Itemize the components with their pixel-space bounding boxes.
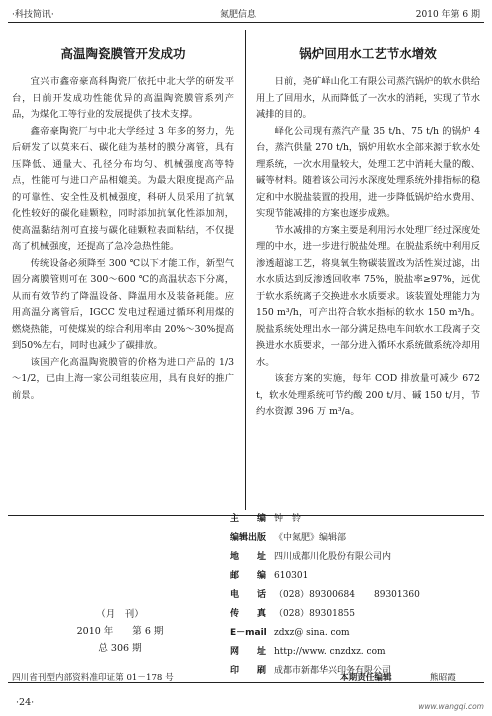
website-link[interactable]: http://www. cnzdxz. com bbox=[274, 647, 386, 657]
email-link[interactable]: zdxz@ sina. com bbox=[274, 628, 350, 638]
issue-frequency: （月 刊） bbox=[96, 609, 144, 620]
masthead-value: （028）89300684 bbox=[274, 590, 355, 600]
watermark: www.wangqi.com bbox=[418, 702, 484, 711]
page-number: ·24· bbox=[16, 697, 35, 708]
registration-number: 四川省刊型内部资料准印证第 01－178 号 bbox=[12, 673, 174, 683]
right-article-title: 锅炉回用水工艺节水增效 bbox=[299, 46, 437, 61]
masthead-extra: 89301360 bbox=[374, 590, 420, 600]
header-rule bbox=[8, 22, 484, 23]
masthead-label: 地 址 bbox=[230, 552, 267, 562]
masthead-value: 610301 bbox=[274, 571, 309, 581]
masthead-value: 《中氮肥》编辑部 bbox=[274, 533, 347, 543]
section-label: ·科技简讯· bbox=[12, 10, 54, 20]
masthead-label: E－mail bbox=[230, 628, 267, 638]
masthead-row bbox=[230, 624, 486, 643]
masthead-label: 编辑出版 bbox=[230, 533, 267, 543]
masthead-value: 成都市新都华兴印务有限公司 bbox=[274, 666, 392, 676]
left-paragraph: 鑫帝豪陶瓷厂与中北大学经过 3 年多的努力，先后研发了以莫来石、碳化硅为基材的膜分离管，具有压降低、通量大、孔径分布均匀、机械强度高等特点，性能可与进口产品相媲美。为最大限度提高产品的可靠性、安全性及机械强度，科研人员采用了抗氧化性较好的碳化硅颗粒，同时添加抗氧化性添加剂，使高温黏结剂可直接与碳化硅颗粒表面粘结，不仅提高了机械强度，还提高了急冷急热性能。 bbox=[12, 125, 234, 252]
masthead-value: （028）89301855 bbox=[274, 609, 355, 619]
masthead-label: 传 真 bbox=[230, 609, 267, 619]
editor-name: 熊昭霞 bbox=[430, 673, 456, 683]
left-paragraph: 传统设备必须降至 300 ℃以下才能工作，新型气固分离膜管则可在 300～600 ℃的高温状态下分离，从而有效节约了降温设备、降温用水及装备耗能。应用高温分离管后，IGCC 发电过程通过循环利用煤的燃烧热能，可使煤炭的综合利用率由 20%～30%提高到50%左右，同时也减少了碳排放。 bbox=[12, 257, 234, 351]
masthead-label: 网 址 bbox=[230, 647, 267, 657]
right-paragraph: 节水减排的方案主要是利用污水处理厂经过深度处理的中水，进一步进行脱盐处理。在脱盐系统中利用反渗透超滤工艺，将臭氧生物碳装置改为活性炭过滤，出水水质达到反渗透回收率 75%，脱盐率≥97%，远优于软水系统离子交换进水水质要求。该装置处理能力为 150 m³/h，可产出符合软水指标的软水 150 m³/h。脱盐系统处理出水一部分满足热电车间软水工段离子交换进水水质要求，一部分进入循环水系统做系统冷却用水。 bbox=[256, 224, 480, 368]
masthead-row bbox=[230, 510, 486, 529]
masthead-value: 钟 铃 bbox=[274, 514, 302, 524]
masthead-row bbox=[230, 605, 486, 624]
masthead-row bbox=[230, 643, 486, 662]
issue-number: 2010 年第 6 期 bbox=[415, 10, 480, 20]
left-paragraph: 该国产化高温陶瓷膜管的价格为进口产品的 1/3～1/2，已由上海一家公司组装应用，具有良好的推广前景。 bbox=[12, 356, 234, 401]
masthead-row bbox=[230, 548, 486, 567]
issue-box bbox=[20, 606, 220, 657]
masthead-row bbox=[230, 586, 486, 605]
left-article-body bbox=[12, 74, 234, 404]
left-article-title: 高温陶瓷膜管开发成功 bbox=[60, 46, 186, 61]
column-divider bbox=[245, 30, 246, 510]
masthead-label: 主 编 bbox=[230, 514, 267, 524]
right-paragraph: 峄化公司现有蒸汽产量 35 t/h、75 t/h 的锅炉 4 台，蒸汽供量 270 t/h，锅炉用软水全部来源于软水处理系统，一次水用量较大，处理工艺中消耗大量的酸、碱等材料。随着该公司污水深度处理系统外排指标的稳定和中水脱盐装置的投用，进一步降低锅炉给水费用、实现节能减排的方案也逐步成熟。 bbox=[256, 125, 480, 219]
masthead-label: 电 话 bbox=[230, 590, 267, 600]
journal-name: 氮肥信息 bbox=[220, 10, 257, 20]
masthead-row bbox=[230, 529, 486, 548]
issue-total-number: 总 306 期 bbox=[98, 643, 142, 654]
right-paragraph: 日前，尧矿峄山化工有限公司蒸汽锅炉的软水供给用上了回用水，从而降低了一次水的消耗，实现了节水减排的目的。 bbox=[256, 76, 480, 120]
masthead-row bbox=[230, 567, 486, 586]
masthead-value: 四川成都川化股份有限公司内 bbox=[274, 552, 392, 562]
issue-year-number: 2010 年 第 6 期 bbox=[76, 626, 164, 637]
right-paragraph: 该套方案的实施，每年 COD 排放量可减少 672 t，软水处理系统可节约酸 200 t/月、碱 150 t/月，节约水资源 396 万 m³/a。 bbox=[256, 373, 480, 417]
masthead-label: 邮 编 bbox=[230, 571, 267, 581]
right-article-body bbox=[256, 74, 480, 421]
masthead-info bbox=[230, 510, 486, 681]
left-paragraph: 宜兴市鑫帝豪高科陶瓷厂依托中北大学的研发平台，日前开发成功性能优异的高温陶瓷膜管系列产品，为煤化工等行业的发展提供了技术支撑。 bbox=[12, 76, 234, 120]
masthead-label: 印 刷 bbox=[230, 666, 267, 676]
editor-label: 本期责任编辑 bbox=[340, 673, 392, 683]
